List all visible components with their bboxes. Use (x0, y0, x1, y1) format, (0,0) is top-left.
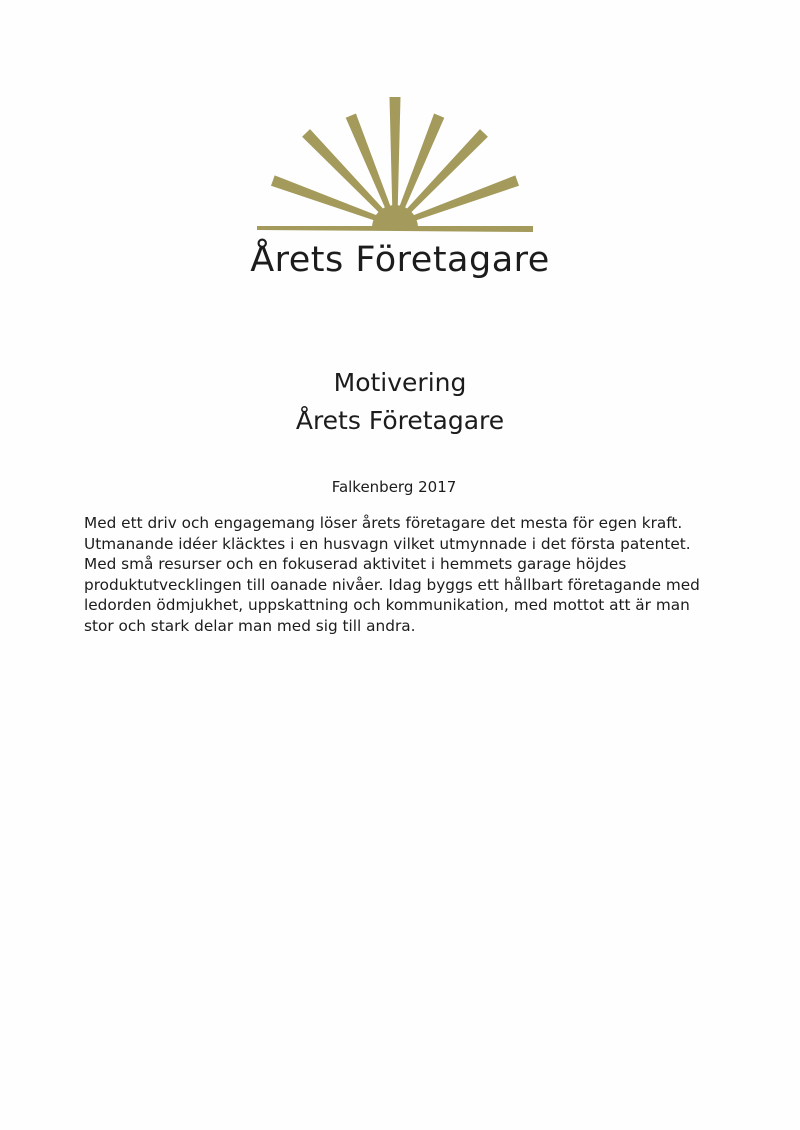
motivation-line: stor och stark delar man med sig till andra. (84, 616, 416, 635)
motivation-line: produktutvecklingen till oanade nivåer. Idag byggs ett hållbart företagande med (84, 575, 700, 594)
motivation-line: Med små resurser och en fokuserad aktivitet i hemmets garage höjdes (84, 555, 627, 574)
page-title (0, 364, 800, 440)
motivation-line: Utmanande idéer kläcktes i en husvagn vilket utmynnade i det första patentet. (84, 534, 691, 553)
sunburst-logo-icon (250, 90, 540, 240)
logo-ray (390, 97, 401, 217)
motivation-line: Med ett driv och engagemang löser årets företagare det mesta för egen kraft. (84, 514, 683, 532)
logo-horizon (257, 226, 533, 232)
logo-wordmark: Årets Företagare (250, 240, 550, 280)
title-line-2: Årets Företagare (295, 406, 505, 435)
motivation-line: ledorden ödmjukhet, uppskattning och kommunikation, med mottot att är man (84, 596, 690, 615)
title-line-1: Motivering (333, 368, 467, 397)
motivation-paragraph (84, 513, 704, 637)
place-date: Falkenberg 2017 (331, 478, 457, 496)
